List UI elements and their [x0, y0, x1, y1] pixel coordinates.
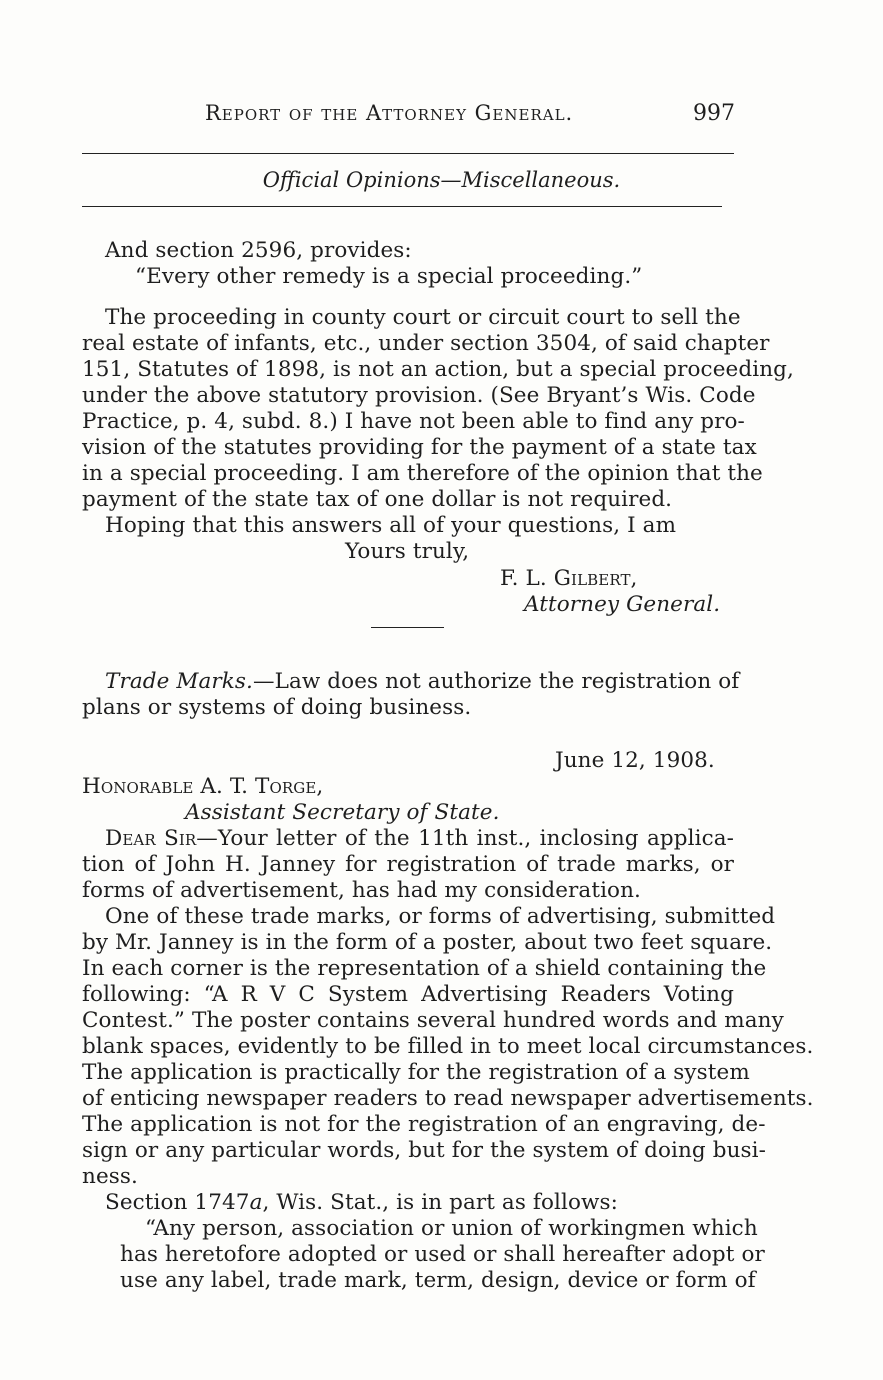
separator-rule: [371, 627, 444, 628]
headnote: [105, 669, 740, 695]
letter-opening-text: —Your letter of the 11th inst., inclosing applica-: [196, 826, 734, 851]
closing-line: Hoping that this answers all of your questions, I am: [105, 513, 677, 538]
statute-quote-line: use any label, trade mark, term, design, device or form of: [120, 1268, 756, 1293]
body-line: In each corner is the representation of a shield containing the: [82, 956, 767, 981]
body-line: Practice, p. 4, subd. 8.) I have not been able to find any pro-: [82, 409, 745, 434]
statute-intro-italic: a: [249, 1190, 263, 1215]
section-title: Official Opinions—Miscellaneous.: [262, 168, 621, 192]
addressee-title: Assistant Secretary of State.: [185, 800, 500, 825]
body-line: of enticing newspaper readers to read newspaper advertisements.: [82, 1086, 814, 1111]
letter-opening: [105, 826, 734, 852]
statute-quote-line: “Any person, association or union of workingmen which: [145, 1216, 758, 1241]
body-line: The application is practically for the registration of a system: [82, 1060, 750, 1085]
body-line: The application is not for the registration of an engraving, de-: [82, 1112, 766, 1137]
signature-name: F. L. Gilbert,: [500, 566, 638, 591]
body-line: by Mr. Janney is in the form of a poster, about two feet square.: [82, 930, 773, 955]
body-line: Contest.” The poster contains several hundred words and many: [82, 1008, 784, 1033]
body-line: forms of advertisement, has had my consideration.: [82, 878, 641, 903]
dear-sir: Dear Sir: [105, 826, 197, 851]
running-title: Report of the Attorney General.: [205, 101, 574, 125]
addressee-name: Honorable A. T. Torge,: [82, 774, 324, 799]
statute-intro: [105, 1190, 618, 1216]
statute-intro-pre: Section 1747: [105, 1190, 250, 1215]
headnote-topic: Trade Marks.: [105, 669, 253, 694]
signature-title: Attorney General.: [524, 592, 721, 617]
page-number: 997: [693, 101, 735, 126]
salutation: Yours truly,: [345, 539, 470, 564]
body-line: ness.: [82, 1164, 138, 1189]
header-rule-top: [82, 153, 734, 154]
header-rule-bottom: [82, 206, 722, 207]
body-line: vision of the statutes providing for the payment of a state tax: [82, 435, 757, 460]
body-line: blank spaces, evidently to be filled in to meet local circumstances.: [82, 1034, 814, 1059]
body-line: 151, Statutes of 1898, is not an action, but a special proceeding,: [82, 357, 794, 382]
headnote-text: —Law does not authorize the registration of: [252, 669, 740, 694]
headnote-line: plans or systems of doing business.: [82, 695, 472, 720]
section-intro: And section 2596, provides:: [105, 238, 412, 263]
statute-intro-post: , Wis. Stat., is in part as follows:: [262, 1190, 618, 1215]
body-line: under the above statutory provision. (See Bryant’s Wis. Code: [82, 383, 756, 408]
body-line: real estate of infants, etc., under section 3504, of said chapter: [82, 331, 770, 356]
body-line: payment of the state tax of one dollar is not required.: [82, 487, 673, 512]
body-line: One of these trade marks, or forms of advertising, submitted: [105, 904, 776, 929]
statute-quote-line: has heretofore adopted or used or shall hereafter adopt or: [120, 1242, 765, 1267]
letter-date: June 12, 1908.: [555, 748, 715, 773]
block-quote: “Every other remedy is a special proceeding.”: [135, 264, 643, 289]
body-line: following: “A R V C System Advertising Readers Voting: [82, 982, 734, 1007]
body-line: The proceeding in county court or circuit court to sell the: [105, 305, 741, 330]
body-line: sign or any particular words, but for the system of doing busi-: [82, 1138, 767, 1163]
body-line: tion of John H. Janney for registration of trade marks, or: [82, 852, 734, 877]
body-line: in a special proceeding. I am therefore of the opinion that the: [82, 461, 763, 486]
